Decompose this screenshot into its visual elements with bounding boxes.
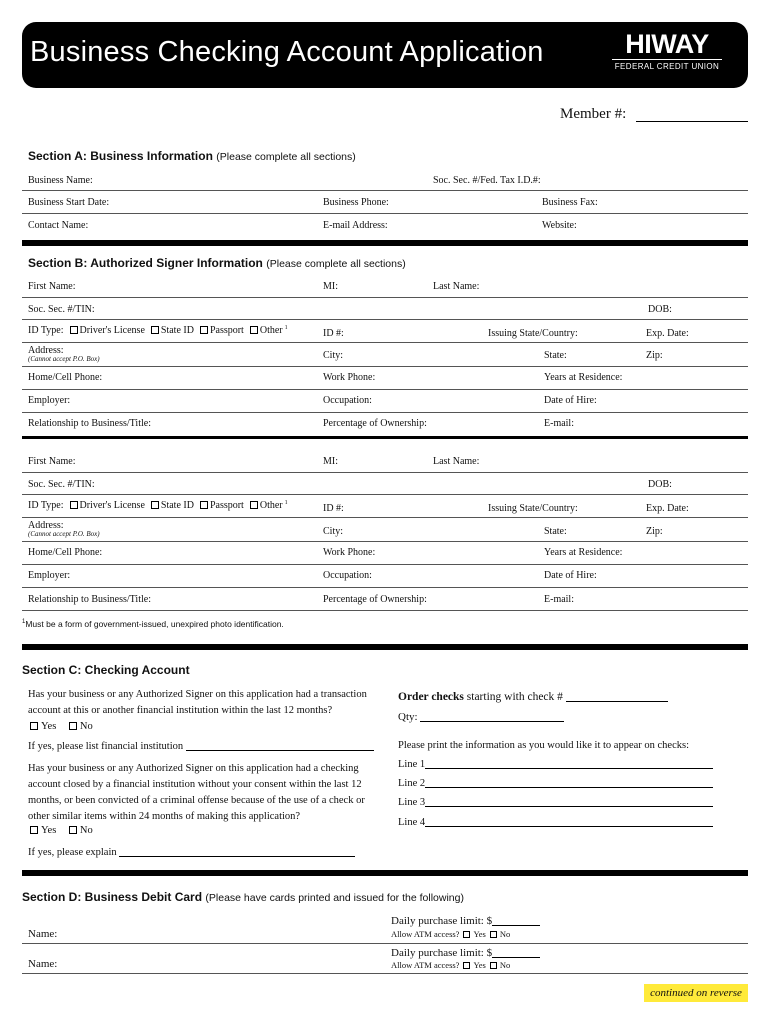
business-phone-field[interactable]: Business Phone: — [323, 197, 389, 208]
divider — [22, 564, 748, 565]
signer2-home-phone-field[interactable]: Home/Cell Phone: — [28, 547, 103, 558]
q2-no-label: No — [79, 825, 93, 836]
order-checks-bold: Order checks — [398, 691, 464, 703]
atm-no-label: No — [499, 929, 511, 939]
other-label: Other — [259, 325, 283, 337]
section-d-title — [22, 890, 464, 904]
order-checks-row — [398, 689, 668, 705]
section-a-heading: Section A: Business Information — [28, 149, 213, 163]
state-id-label: State ID — [160, 500, 194, 512]
signer1-employer-field[interactable]: Employer: — [28, 395, 71, 406]
footnote — [22, 619, 284, 629]
qty-field[interactable] — [420, 721, 564, 722]
section-b-title — [28, 256, 406, 270]
signer1-dob-field[interactable]: DOB: — [648, 304, 672, 315]
section-b-note: (Please complete all sections) — [266, 258, 406, 270]
starting-check-number-field[interactable] — [566, 701, 668, 702]
atm-yes-label: Yes — [473, 960, 486, 970]
signer1-ownership-field[interactable]: Percentage of Ownership: — [323, 418, 427, 429]
passport-checkbox[interactable] — [200, 326, 208, 334]
signer1-id-number-field[interactable]: ID #: — [323, 328, 344, 339]
signer2-issuing-field[interactable]: Issuing State/Country: — [488, 503, 578, 514]
card2-atm-no-checkbox[interactable] — [490, 962, 497, 969]
q1-no-label: No — [79, 721, 93, 732]
atm-yes-label: Yes — [473, 929, 486, 939]
signer2-city-field[interactable]: City: — [323, 526, 344, 537]
signer2-state-field[interactable]: State: — [544, 526, 567, 537]
member-number-field[interactable] — [636, 121, 748, 122]
signer1-home-phone-field[interactable]: Home/Cell Phone: — [28, 372, 103, 383]
signer1-city-field[interactable]: City: — [323, 350, 344, 361]
other-checkbox[interactable] — [250, 326, 258, 334]
signer2-mi-field[interactable]: MI: — [323, 456, 338, 467]
q1-yes-label: Yes — [41, 721, 57, 732]
check-line-2 — [398, 776, 713, 792]
signer2-address-field[interactable]: Address: — [28, 520, 64, 531]
explanation-field[interactable] — [119, 856, 355, 857]
section-c-title: Section C: Checking Account — [22, 663, 190, 677]
limit-label: Daily purchase limit: $ — [391, 947, 493, 959]
tax-id-field[interactable]: Soc. Sec. #/Fed. Tax I.D.#: — [433, 175, 541, 186]
line-1-label: Line 1 — [398, 759, 426, 770]
other-checkbox[interactable] — [250, 501, 258, 509]
line-2-label: Line 2 — [398, 778, 426, 789]
logo-main-text: HIWAY — [625, 29, 709, 59]
drivers-license-label: Driver's License — [79, 500, 145, 512]
divider — [22, 389, 748, 390]
divider — [22, 494, 748, 495]
signer2-hire-date-field[interactable]: Date of Hire: — [544, 570, 597, 581]
card1-name-field[interactable]: Name: — [28, 928, 58, 940]
check-line-1 — [398, 757, 713, 773]
signer2-email-field[interactable]: E-mail: — [544, 594, 574, 605]
card1-atm-no-checkbox[interactable] — [490, 931, 497, 938]
card2-name-field[interactable]: Name: — [28, 958, 58, 970]
q2-yes-checkbox[interactable] — [30, 826, 38, 834]
signer2-ssn-field[interactable]: Soc. Sec. #/TIN: — [28, 479, 95, 490]
check-line-4 — [398, 815, 713, 831]
divider — [22, 342, 748, 343]
drivers-license-label: Driver's License — [79, 325, 145, 337]
section-a-title — [28, 149, 356, 163]
section-divider — [22, 870, 748, 876]
signer2-first-name-field[interactable]: First Name: — [28, 456, 76, 467]
signer1-years-residence-field[interactable]: Years at Residence: — [544, 372, 623, 383]
business-start-date-field[interactable]: Business Start Date: — [28, 197, 110, 208]
limit-label: Daily purchase limit: $ — [391, 915, 493, 927]
divider — [22, 472, 748, 473]
other-label: Other — [259, 500, 283, 512]
page-title: Business Checking Account Application — [30, 36, 544, 68]
drivers-license-checkbox[interactable] — [70, 501, 78, 509]
state-id-checkbox[interactable] — [151, 501, 159, 509]
signer1-last-name-field[interactable]: Last Name: — [433, 281, 480, 292]
q1-followup-row — [28, 739, 374, 755]
card1-atm-yes-checkbox[interactable] — [463, 931, 470, 938]
section-divider — [22, 240, 748, 246]
signer1-exp-date-field[interactable]: Exp. Date: — [646, 328, 689, 339]
signer2-zip-field[interactable]: Zip: — [646, 526, 663, 537]
passport-checkbox[interactable] — [200, 501, 208, 509]
card1-atm-row — [391, 929, 510, 939]
divider — [22, 319, 748, 320]
divider — [22, 943, 748, 944]
id-type-label: ID Type: — [28, 500, 64, 512]
signer1-issuing-field[interactable]: Issuing State/Country: — [488, 328, 578, 339]
divider — [22, 541, 748, 542]
signer-divider — [22, 436, 748, 439]
divider — [22, 517, 748, 518]
signer2-occupation-field[interactable]: Occupation: — [323, 570, 372, 581]
passport-label: Passport — [209, 325, 244, 337]
line-3-label: Line 3 — [398, 797, 426, 808]
section-a-note: (Please complete all sections) — [216, 151, 356, 163]
line-4-field[interactable] — [425, 826, 713, 827]
line-1-field[interactable] — [425, 768, 713, 769]
card2-limit-field[interactable] — [492, 957, 540, 958]
divider — [22, 213, 748, 214]
hiway-logo — [612, 29, 722, 71]
section-divider — [22, 644, 748, 650]
signer2-dob-field[interactable]: DOB: — [648, 479, 672, 490]
order-checks-label: starting with check # — [466, 691, 563, 703]
signer1-mi-field[interactable]: MI: — [323, 281, 338, 292]
passport-label: Passport — [209, 500, 244, 512]
website-field[interactable]: Website: — [542, 220, 577, 231]
section-d-note: (Please have cards printed and issued for the following) — [205, 892, 464, 904]
q2-no-checkbox[interactable] — [69, 826, 77, 834]
business-name-field[interactable]: Business Name: — [28, 175, 93, 186]
state-id-label: State ID — [160, 325, 194, 337]
signer1-first-name-field[interactable]: First Name: — [28, 281, 76, 292]
signer2-ownership-field[interactable]: Percentage of Ownership: — [323, 594, 427, 605]
atm-label: Allow ATM access? — [391, 960, 460, 970]
closed-account-question: Has your business or any Authorized Signer on this application had a checking account closed by a financial institution without your consent within the last 12 months, or been convicted of a criminal offense because of the use of a check or other similar items within 24 months of making this application? — [28, 763, 365, 822]
divider — [22, 297, 748, 298]
divider — [22, 587, 748, 588]
signer2-work-phone-field[interactable]: Work Phone: — [323, 547, 376, 558]
q2-followup-label: If yes, please explain — [28, 847, 117, 858]
signer2-last-name-field[interactable]: Last Name: — [433, 456, 480, 467]
card1-limit-row — [391, 913, 540, 929]
card2-atm-yes-checkbox[interactable] — [463, 962, 470, 969]
signer1-work-phone-field[interactable]: Work Phone: — [323, 372, 376, 383]
qty-label: Qty: — [398, 711, 418, 723]
financial-institution-field[interactable] — [186, 750, 374, 751]
footnote-marker: 1 — [284, 500, 288, 506]
section-b-heading: Section B: Authorized Signer Information — [28, 256, 263, 270]
signer1-relationship-field[interactable]: Relationship to Business/Title: — [28, 418, 151, 429]
divider — [22, 610, 748, 611]
signer2-id-number-field[interactable]: ID #: — [323, 503, 344, 514]
print-instructions: Please print the information as you would like it to appear on checks: — [398, 740, 690, 751]
business-fax-field[interactable]: Business Fax: — [542, 197, 598, 208]
state-id-checkbox[interactable] — [151, 326, 159, 334]
signer2-employer-field[interactable]: Employer: — [28, 570, 71, 581]
q1-yes-checkbox[interactable] — [30, 722, 38, 730]
logo-sub-text: FEDERAL CREDIT UNION — [612, 59, 722, 71]
transaction-account-question: Has your business or any Authorized Signer on this application had a transaction account at this or another financial institution within the last 12 months? — [28, 689, 367, 716]
signer1-occupation-field[interactable]: Occupation: — [323, 395, 372, 406]
signer1-id-type-row — [28, 325, 288, 336]
signer2-years-residence-field[interactable]: Years at Residence: — [544, 547, 623, 558]
continued-on-reverse-badge: continued on reverse — [644, 984, 748, 1002]
line-4-label: Line 4 — [398, 817, 426, 828]
divider — [22, 190, 748, 191]
signer1-zip-field[interactable]: Zip: — [646, 350, 663, 361]
header-banner — [22, 22, 748, 88]
member-number-label: Member #: — [560, 106, 627, 122]
footnote-text: Must be a form of government-issued, unexpired photo identification. — [25, 619, 284, 629]
line-2-field[interactable] — [425, 787, 713, 788]
email-address-field[interactable]: E-mail Address: — [323, 220, 388, 231]
divider — [22, 412, 748, 413]
atm-label: Allow ATM access? — [391, 929, 460, 939]
signer1-email-field[interactable]: E-mail: — [544, 418, 574, 429]
signer1-ssn-field[interactable]: Soc. Sec. #/TIN: — [28, 304, 95, 315]
signer2-exp-date-field[interactable]: Exp. Date: — [646, 503, 689, 514]
signer1-address-field[interactable]: Address: — [28, 345, 64, 356]
card2-atm-row — [391, 960, 510, 970]
q2-followup-row — [28, 845, 355, 861]
divider — [22, 366, 748, 367]
address-note: (Cannot accept P.O. Box) — [28, 355, 100, 363]
card2-limit-row — [391, 945, 540, 961]
drivers-license-checkbox[interactable] — [70, 326, 78, 334]
q2-yes-label: Yes — [41, 825, 57, 836]
check-line-3 — [398, 795, 713, 811]
signer1-state-field[interactable]: State: — [544, 350, 567, 361]
signer1-hire-date-field[interactable]: Date of Hire: — [544, 395, 597, 406]
footnote-marker: 1 — [284, 325, 288, 331]
address-note: (Cannot accept P.O. Box) — [28, 530, 100, 538]
q2-answer-row — [26, 823, 93, 839]
q1-followup-label: If yes, please list financial institution — [28, 741, 184, 752]
line-3-field[interactable] — [425, 806, 713, 807]
footnote-number: 1 — [22, 619, 26, 626]
id-type-label: ID Type: — [28, 325, 64, 337]
q1-no-checkbox[interactable] — [69, 722, 77, 730]
contact-name-field[interactable]: Contact Name: — [28, 220, 89, 231]
signer2-id-type-row — [28, 500, 288, 511]
atm-no-label: No — [499, 960, 511, 970]
signer2-relationship-field[interactable]: Relationship to Business/Title: — [28, 594, 151, 605]
section-d-heading: Section D: Business Debit Card — [22, 890, 203, 904]
q1-answer-row — [26, 719, 93, 735]
card1-limit-field[interactable] — [492, 925, 540, 926]
qty-row — [398, 709, 564, 725]
divider — [22, 973, 748, 974]
